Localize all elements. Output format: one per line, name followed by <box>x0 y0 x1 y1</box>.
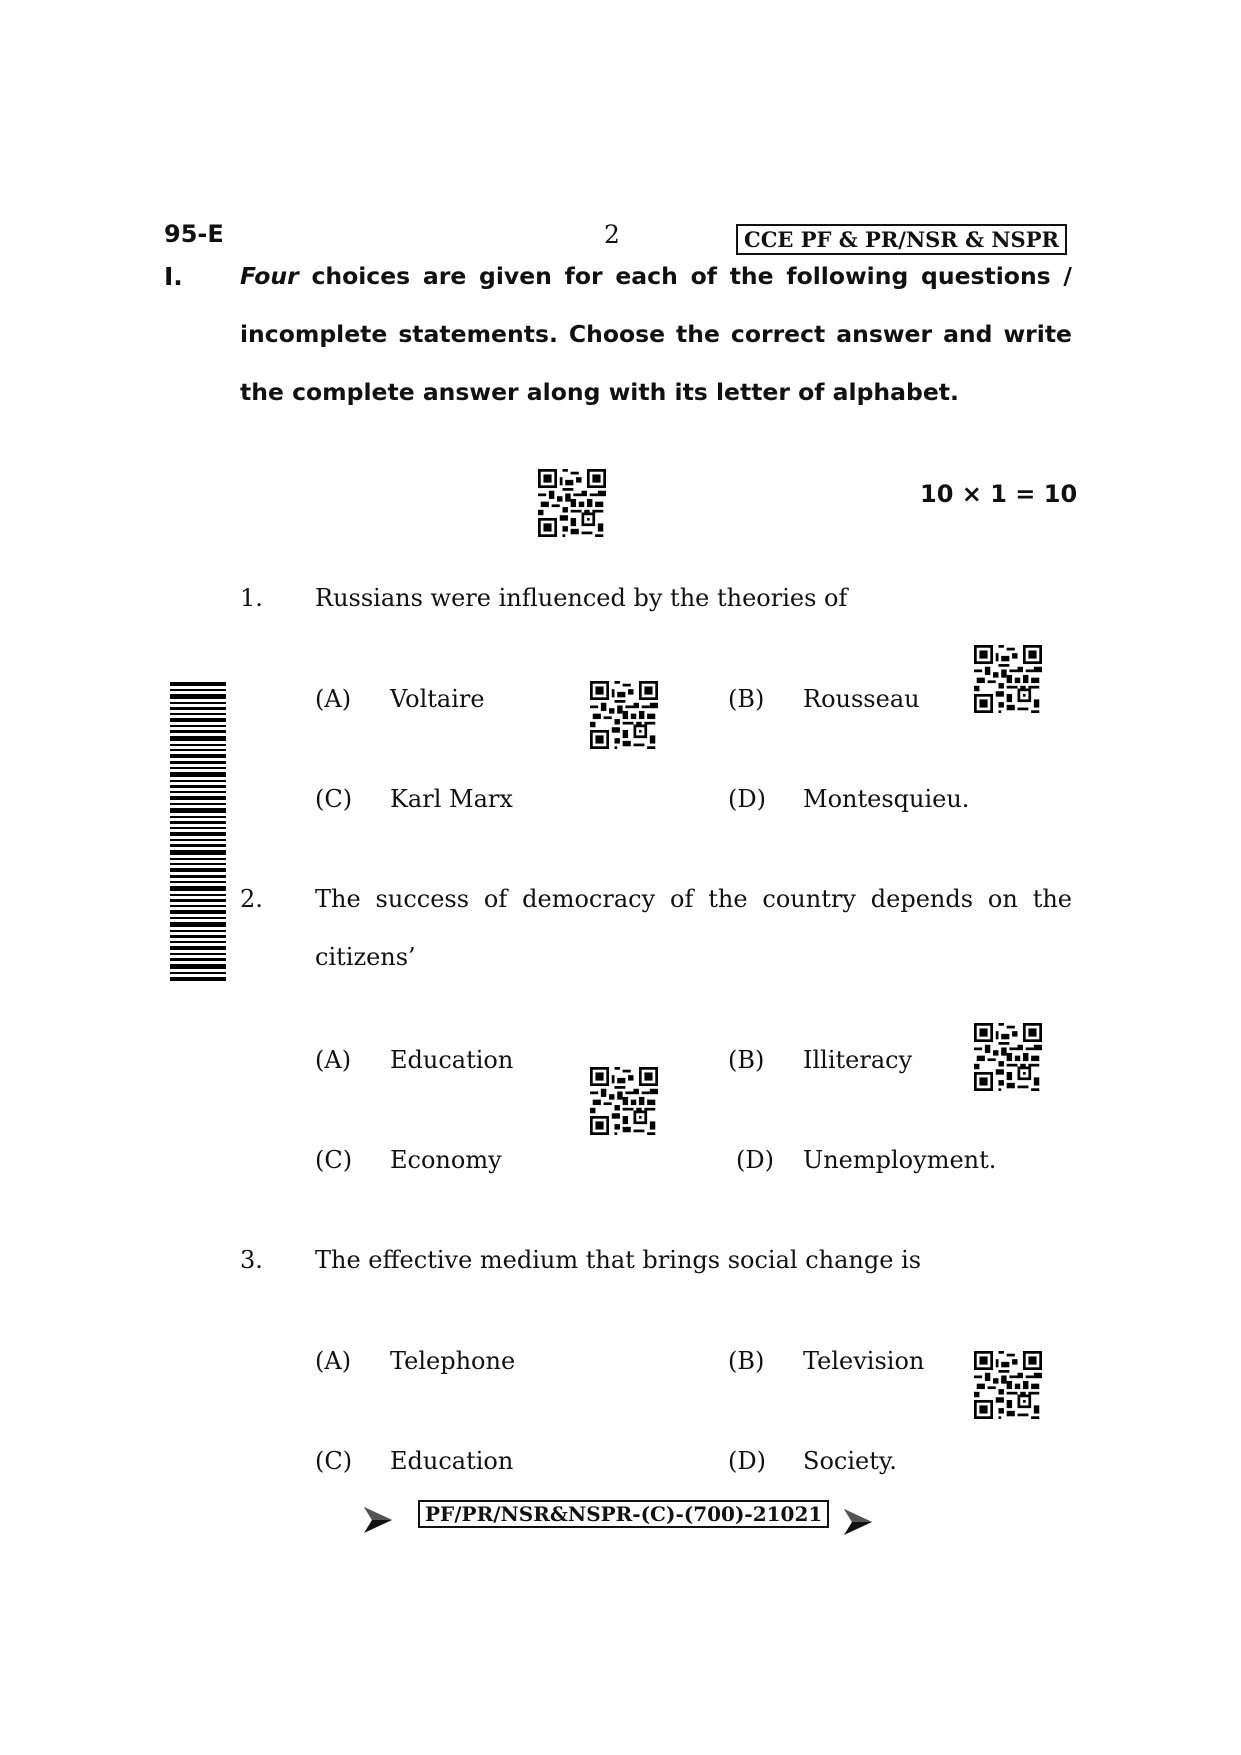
question-2-option-b-text: Illiteracy <box>803 1046 913 1074</box>
instruction-line-2: incomplete statements. Choose the correct answer and write <box>240 320 1072 348</box>
instruction-line-3: the complete answer along with its letter of alphabet. <box>240 378 959 406</box>
question-1-number: 1. <box>240 584 263 612</box>
question-3-option-b-label: (B) <box>728 1347 765 1375</box>
qr-code-icon <box>974 1350 1042 1420</box>
instruction-line-1 <box>240 262 1072 290</box>
question-2-option-d-text: Unemployment. <box>803 1146 997 1174</box>
question-2-option-a-text: Education <box>390 1046 514 1074</box>
question-3-option-c-text: Education <box>390 1447 514 1475</box>
arrow-icon <box>842 1506 874 1538</box>
question-2-text-line-2: citizens’ <box>315 943 416 971</box>
question-1-option-c-label: (C) <box>315 785 353 813</box>
paper-code: 95-E <box>164 220 224 248</box>
question-1-option-a-text: Voltaire <box>390 685 485 713</box>
question-1-option-d-text: Montesquieu. <box>803 785 970 813</box>
question-3-number: 3. <box>240 1246 263 1274</box>
scheme-box: CCE PF & PR/NSR & NSPR <box>736 224 1067 255</box>
question-2-option-d-label: (D) <box>736 1146 774 1174</box>
question-2-option-c-text: Economy <box>390 1146 502 1174</box>
question-3-option-a-label: (A) <box>315 1347 352 1375</box>
question-1-option-d-label: (D) <box>728 785 766 813</box>
question-1-text: Russians were influenced by the theories of <box>315 584 848 612</box>
question-2-text-line-1: The success of democracy of the country depends on the <box>315 885 1072 913</box>
arrow-icon <box>362 1504 394 1536</box>
page-number: 2 <box>604 220 620 249</box>
question-1-option-b-label: (B) <box>728 685 765 713</box>
question-1-option-a-label: (A) <box>315 685 352 713</box>
qr-code-icon <box>538 468 606 538</box>
question-1-option-c-text: Karl Marx <box>390 785 513 813</box>
footer-code: PF/PR/NSR&NSPR-(C)-(700)-21021 <box>418 1500 829 1528</box>
question-3-option-a-text: Telephone <box>390 1347 516 1375</box>
question-3-option-d-text: Society. <box>803 1447 897 1475</box>
section-number: I. <box>164 262 183 291</box>
qr-code-icon <box>590 1066 658 1136</box>
marks-scheme: 10 × 1 = 10 <box>920 480 1078 508</box>
question-2-option-b-label: (B) <box>728 1046 765 1074</box>
question-3-text: The effective medium that brings social change is <box>315 1246 922 1274</box>
instruction-line-1-text: choices are given for each of the following questions / <box>298 262 1072 290</box>
question-1-option-b-text: Rousseau <box>803 685 920 713</box>
qr-code-icon <box>974 1022 1042 1092</box>
qr-code-icon <box>974 644 1042 714</box>
question-2-option-c-label: (C) <box>315 1146 353 1174</box>
question-3-option-d-label: (D) <box>728 1447 766 1475</box>
question-2-number: 2. <box>240 885 263 913</box>
question-2-option-a-label: (A) <box>315 1046 352 1074</box>
qr-code-icon <box>590 680 658 750</box>
instruction-emphasis: Four <box>240 262 299 290</box>
question-3-option-c-label: (C) <box>315 1447 353 1475</box>
question-3-option-b-text: Television <box>803 1347 925 1375</box>
barcode-icon <box>170 682 226 982</box>
